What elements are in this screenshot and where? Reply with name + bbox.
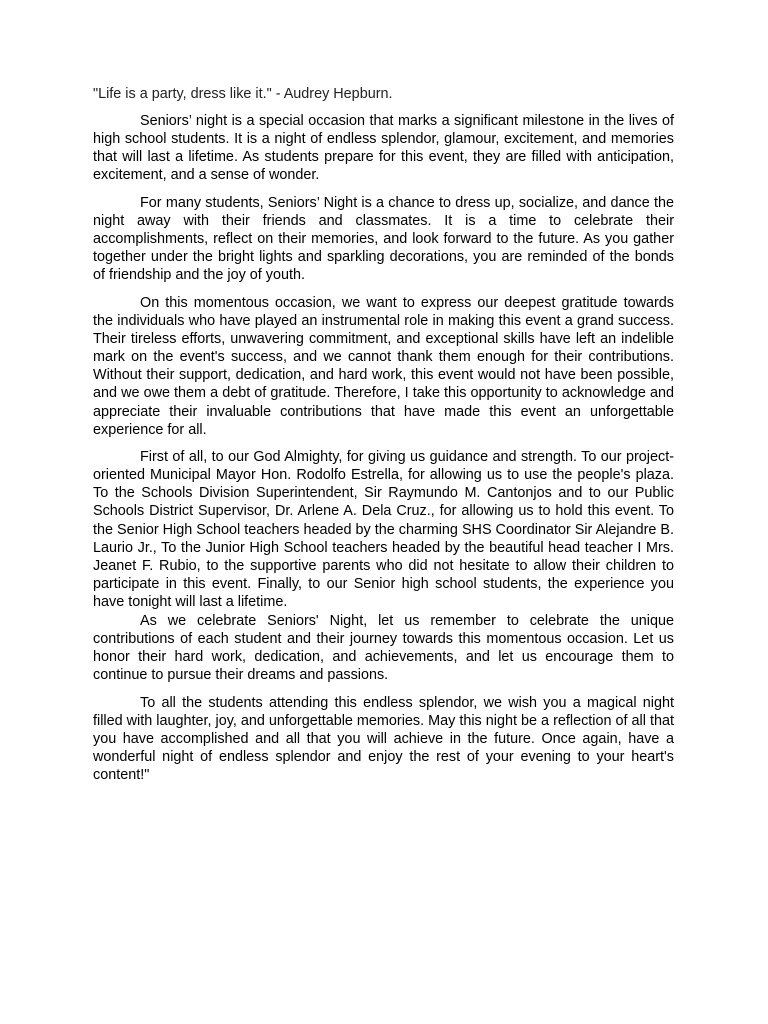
paragraph-celebrate: As we celebrate Seniors' Night, let us remember to celebrate the unique contributions of each student and their journey towards this momentous occasion. Let us honor their hard work, dedication, and achievements, and let us encourage them to continue to pursue their dreams and passions. — [93, 613, 674, 684]
opening-quote: "Life is a party, dress like it." - Audrey Hepburn. — [93, 86, 393, 102]
paragraph-students: For many students, Seniors’ Night is a chance to dress up, socialize, and dance the night away with their friends and classmates. It is a time to celebrate their accomplishments, reflect on their memories, and look forward to the future. As you gather together under the bright lights and sparkling decorations, you are reminded of the bonds of friendship and the joy of youth. — [93, 194, 674, 284]
document-page — [93, 85, 674, 794]
paragraph-acknowledgements: First of all, to our God Almighty, for giving us guidance and strength. To our project-oriented Municipal Mayor Hon. Rodolfo Estrella, for allowing us to use the people's plaza. To the Schools Division Superintendent, Sir Raymundo M. Cantonjos and to our Public Schools District Supervisor, Dr. Arlene A. Dela Cruz., for allowing us to hold this event. To the Senior High School teachers headed by the charming SHS Coordinator Sir Alejandre B. Laurio Jr., To the Junior High School teachers headed by the beautiful head teacher I Mrs. Jeanet F. Rubio, to the supportive parents who did not hesitate to allow their children to participate in this event. Finally, to our Senior high school students, the experience you have tonight will last a lifetime. — [93, 449, 674, 610]
paragraph-introduction: Seniors’ night is a special occasion that marks a significant milestone in the lives of high school students. It is a night of endless splendor, glamour, excitement, and memories that will last a lifetime. As students prepare for this event, they are filled with anticipation, excitement, and a sense of wonder. — [93, 113, 674, 184]
paragraph-closing: To all the students attending this endless splendor, we wish you a magical night filled with laughter, joy, and unforgettable memories. May this night be a reflection of all that you have accomplished and all that you will achieve in the future. Once again, have a wonderful night of endless splendor and enjoy the rest of your evening to your heart's content!" — [93, 694, 674, 784]
paragraph-gratitude: On this momentous occasion, we want to express our deepest gratitude towards the individuals who have played an instrumental role in making this event a grand success. Their tireless efforts, unwavering commitment, and exceptional skills have left an indelible mark on the event's success, and we cannot thank them enough for their contributions. Without their support, dedication, and hard work, this event would not have been possible, and we owe them a debt of gratitude. Therefore, I take this opportunity to acknowledge and appreciate their invaluable contributions that have made this event an unforgettable experience for all. — [93, 294, 674, 438]
